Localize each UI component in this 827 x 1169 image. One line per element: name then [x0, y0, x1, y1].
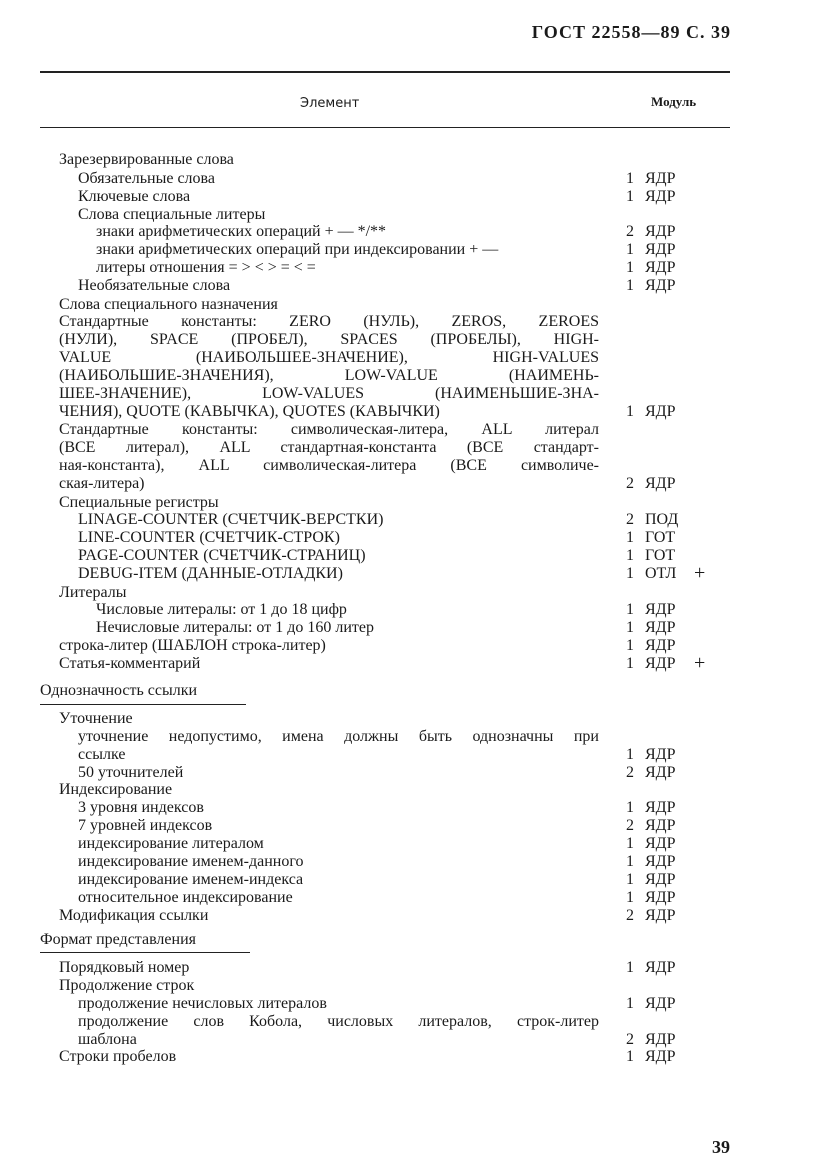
element-text: Индексирование [59, 781, 173, 798]
table-row [0, 959, 827, 977]
level-number: 2 [626, 511, 634, 528]
level-number: 1 [626, 853, 634, 870]
level-number: 1 [626, 746, 634, 763]
table-row [0, 511, 827, 529]
table-row [0, 403, 827, 421]
table-row [0, 562, 827, 584]
table-row [0, 764, 827, 782]
level-number: 1 [626, 277, 634, 294]
element-text: (НАИБОЛЬШИЕ-ЗНАЧЕНИЯ), LOW-VALUE (НАИМЕНЬ- [59, 367, 599, 384]
standard-reference: ГОСТ 22558—89 С. 39 [531, 22, 731, 42]
element-text: Стандартные константы: ZERO (НУЛЬ), ZEROS, ZEROES [59, 313, 599, 330]
element-text: Уточнение [59, 710, 133, 727]
table-row [0, 494, 827, 512]
section-heading-reference-uniqueness: Однозначность ссылки [40, 682, 198, 699]
page-number: 39 [712, 1137, 730, 1157]
element-text: LINAGE-COUNTER (СЧЕТЧИК-ВЕРСТКИ) [78, 511, 384, 528]
element-text: литеры отношения = > < > = < = [96, 259, 316, 276]
module-code: ЯДР [645, 619, 676, 636]
table-row [0, 241, 827, 259]
table-row [0, 853, 827, 871]
element-text: Статья-комментарий [59, 655, 201, 672]
module-code: ЯДР [645, 277, 676, 294]
module-code: ЯДР [645, 817, 676, 834]
element-text: ШЕЕ-ЗНАЧЕНИЕ), LOW-VALUES (НАИМЕНЬШИЕ-ЗНА- [59, 385, 599, 402]
level-number: 1 [626, 959, 634, 976]
level-number: 1 [626, 889, 634, 906]
table-row [0, 367, 827, 385]
table-row [0, 907, 827, 925]
element-text: Порядковый номер [59, 959, 190, 976]
element-text: (НУЛИ), SPACE (ПРОБЕЛ), SPACES (ПРОБЕЛЫ), HIGH- [59, 331, 599, 348]
table-row [0, 652, 827, 674]
element-text: Специальные регистры [59, 494, 219, 511]
table-row [0, 223, 827, 241]
module-code: ЯДР [645, 746, 676, 763]
section-underline [40, 952, 250, 953]
level-number: 1 [626, 403, 634, 420]
level-number: 2 [626, 1031, 634, 1048]
element-text: Необязательные слова [78, 277, 231, 294]
element-text: знаки арифметических операций + — */** [96, 223, 387, 240]
table-row [0, 421, 827, 439]
module-code: ЯДР [645, 259, 676, 276]
level-number: 1 [626, 637, 634, 654]
element-text: Модификация ссылки [59, 907, 209, 924]
module-code: ЯДР [645, 959, 676, 976]
table-row [0, 746, 827, 764]
table-row [0, 781, 827, 799]
level-number: 1 [626, 170, 634, 187]
element-text: Нечисловые литералы: от 1 до 160 литер [96, 619, 374, 636]
element-text: продолжение нечисловых литералов [78, 995, 327, 1012]
module-code: ЯДР [645, 223, 676, 240]
table-header-rule [40, 127, 730, 128]
table-row [0, 385, 827, 403]
level-number: 1 [626, 241, 634, 258]
module-code: ЯДР [645, 655, 676, 672]
element-text: шаблона [78, 1031, 137, 1048]
element-text: 3 уровня индексов [78, 799, 204, 816]
table-row [0, 817, 827, 835]
table-row [0, 889, 827, 907]
table-row [0, 151, 827, 169]
element-text: PAGE-COUNTER (СЧЕТЧИК-СТРАНИЦ) [78, 547, 366, 564]
element-text: Зарезервированные слова [59, 151, 234, 168]
element-text: Слова специального назначения [59, 296, 278, 313]
element-text: 7 уровней индексов [78, 817, 213, 834]
table-row [0, 259, 827, 277]
table-row [0, 170, 827, 188]
module-code: ЯДР [645, 241, 676, 258]
table-row [0, 619, 827, 637]
module-code: ЯДР [645, 764, 676, 781]
module-code: ОТЛ [645, 565, 677, 582]
table-row [0, 835, 827, 853]
table-row [0, 529, 827, 547]
table-row [0, 296, 827, 314]
section-underline [40, 704, 246, 705]
handwritten-plus-mark: + [694, 562, 706, 584]
level-number: 1 [626, 995, 634, 1012]
level-number: 1 [626, 565, 634, 582]
table-row [0, 475, 827, 493]
element-text: VALUE (НАИБОЛЬШЕЕ-ЗНАЧЕНИЕ), HIGH-VALUES [59, 349, 599, 366]
element-text: LINE-COUNTER (СЧЕТЧИК-СТРОК) [78, 529, 340, 546]
table-row [0, 1013, 827, 1031]
table-top-rule [40, 71, 730, 73]
table-row [0, 331, 827, 349]
table-row [0, 871, 827, 889]
element-text: 50 уточнителей [78, 764, 184, 781]
element-text: индексирование литералом [78, 835, 264, 852]
element-text: Обязательные слова [78, 170, 215, 187]
element-text: Ключевые слова [78, 188, 191, 205]
module-code: ЯДР [645, 170, 676, 187]
module-code: ЯДР [645, 403, 676, 420]
module-code: ПОД [645, 511, 679, 528]
table-row [0, 277, 827, 295]
element-text: относительное индексирование [78, 889, 293, 906]
level-number: 2 [626, 223, 634, 240]
element-text: ная-константа), ALL символическая-литера (ВСЕ символиче- [59, 457, 599, 474]
element-text: Продолжение строк [59, 977, 195, 994]
handwritten-plus-mark: + [694, 652, 706, 674]
table-row [0, 1031, 827, 1049]
module-code: ЯДР [645, 871, 676, 888]
element-text: DEBUG-ITEM (ДАННЫЕ-ОТЛАДКИ) [78, 565, 343, 582]
module-code: ЯДР [645, 907, 676, 924]
table-row [0, 457, 827, 475]
level-number: 1 [626, 871, 634, 888]
level-number: 2 [626, 475, 634, 492]
element-text: ская-литера) [59, 475, 145, 492]
table-row [0, 188, 827, 206]
module-code: ЯДР [645, 475, 676, 492]
element-text: строка-литер (ШАБЛОН строка-литер) [59, 637, 326, 654]
element-text: знаки арифметических операций при индексировании + — [96, 241, 499, 258]
module-code: ЯДР [645, 637, 676, 654]
level-number: 2 [626, 817, 634, 834]
element-text: Строки пробелов [59, 1048, 177, 1065]
module-code: ЯДР [645, 601, 676, 618]
section-heading-presentation-format: Формат представления [40, 931, 196, 948]
level-number: 1 [626, 835, 634, 852]
table-row [0, 728, 827, 746]
column-header-module: Модуль [651, 94, 697, 109]
table-row [0, 313, 827, 331]
element-text: (ВСЕ литерал), ALL стандартная-константа (ВСЕ стандарт- [59, 439, 599, 456]
element-text: продолжение слов Кобола, числовых литералов, строк-литер [78, 1013, 599, 1030]
element-text: Литералы [59, 584, 127, 601]
module-code: ЯДР [645, 188, 676, 205]
table-row [0, 206, 827, 224]
element-text: Стандартные константы: символическая-литера, ALL литерал [59, 421, 599, 438]
module-code: ГОТ [645, 529, 676, 546]
module-code: ЯДР [645, 835, 676, 852]
level-number: 1 [626, 619, 634, 636]
element-text: Слова специальные литеры [78, 206, 266, 223]
level-number: 1 [626, 188, 634, 205]
level-number: 1 [626, 259, 634, 276]
element-text: ссылке [78, 746, 126, 763]
module-code: ЯДР [645, 889, 676, 906]
module-code: ЯДР [645, 995, 676, 1012]
table-row [0, 349, 827, 367]
element-text: индексирование именем-данного [78, 853, 304, 870]
level-number: 2 [626, 907, 634, 924]
table-row [0, 977, 827, 995]
element-text: уточнение недопустимо, имена должны быть однозначны при [78, 728, 599, 745]
module-code: ГОТ [645, 547, 676, 564]
module-code: ЯДР [645, 799, 676, 816]
element-text: индексирование именем-индекса [78, 871, 304, 888]
level-number: 1 [626, 601, 634, 618]
level-number: 1 [626, 547, 634, 564]
module-code: ЯДР [645, 853, 676, 870]
column-header-element: Элемент [300, 96, 360, 111]
level-number: 1 [626, 799, 634, 816]
level-number: 2 [626, 764, 634, 781]
table-row [0, 1048, 827, 1066]
module-code: ЯДР [645, 1048, 676, 1065]
module-code: ЯДР [645, 1031, 676, 1048]
level-number: 1 [626, 655, 634, 672]
level-number: 1 [626, 1048, 634, 1065]
level-number: 1 [626, 529, 634, 546]
table-row [0, 710, 827, 728]
table-row [0, 799, 827, 817]
element-text: ЧЕНИЯ), QUOTE (КАВЫЧКА), QUOTES (КАВЫЧКИ) [59, 403, 440, 420]
table-row [0, 995, 827, 1013]
element-text: Числовые литералы: от 1 до 18 цифр [96, 601, 347, 618]
table-row [0, 439, 827, 457]
table-row [0, 584, 827, 602]
table-row [0, 601, 827, 619]
